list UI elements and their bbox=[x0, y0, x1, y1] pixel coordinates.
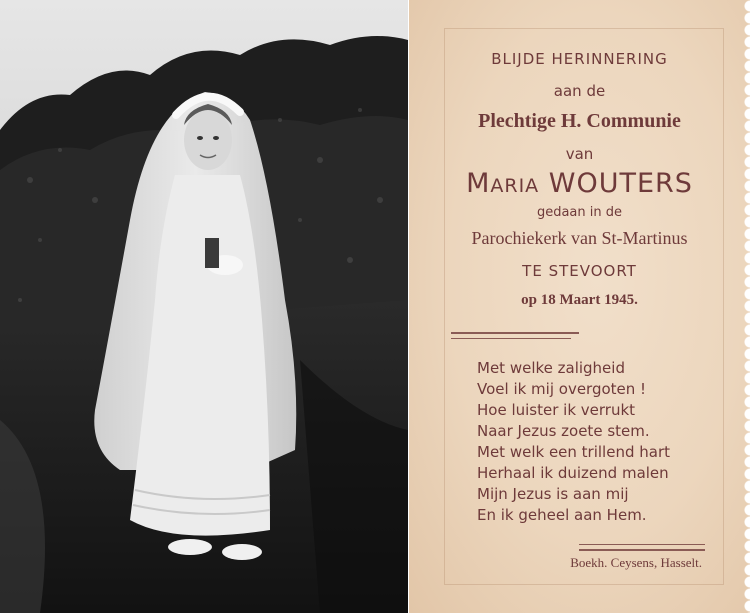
poem-line: Met welke zaligheid bbox=[477, 359, 625, 377]
divider-rule-top bbox=[451, 332, 579, 334]
poem-line: Mijn Jezus is aan mij bbox=[477, 485, 629, 503]
publisher-imprint: Boekh. Ceysens, Hasselt. bbox=[570, 555, 702, 570]
divider-rule-bottom bbox=[579, 549, 705, 551]
poem-line: Met welk een trillend hart bbox=[477, 443, 670, 461]
poem-line: Hoe luister ik verrukt bbox=[477, 401, 636, 419]
poem-line: Naar Jezus zoete stem. bbox=[477, 422, 650, 440]
poem bbox=[477, 358, 737, 526]
card-church: Parochiekerk van St-Martinus bbox=[471, 228, 688, 248]
poem-line: Herhaal ik duizend malen bbox=[477, 464, 669, 482]
card-line-aan-de: aan de bbox=[553, 82, 606, 100]
divider-rule-bottom-thin bbox=[579, 544, 705, 545]
card-name: Maria WOUTERS bbox=[466, 168, 693, 199]
card-occasion: Plechtige H. Communie bbox=[478, 110, 681, 132]
scalloped-edge bbox=[736, 0, 750, 613]
card-line-gedaan: gedaan in de bbox=[536, 205, 623, 220]
poem-line: Voel ik mij overgoten ! bbox=[477, 380, 647, 398]
card-line-van: van bbox=[565, 145, 594, 163]
poem-line: En ik geheel aan Hem. bbox=[477, 506, 647, 524]
card-place: TE STEVOORT bbox=[522, 262, 637, 280]
card-date: op 18 Maart 1945. bbox=[521, 292, 638, 308]
divider-rule-top-thin bbox=[451, 338, 571, 339]
card-heading: BLIJDE HERINNERING bbox=[491, 50, 668, 68]
top-ornament-icon bbox=[469, 0, 689, 8]
memorial-card bbox=[409, 0, 750, 613]
